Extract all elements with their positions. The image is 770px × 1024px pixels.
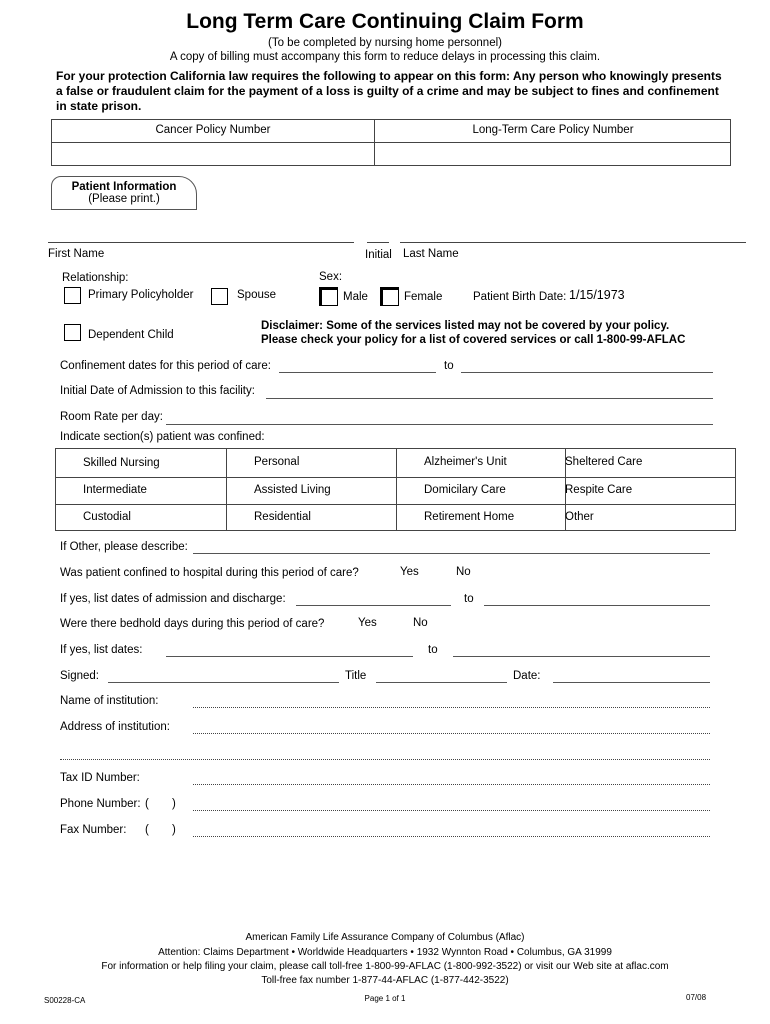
footer-address: Attention: Claims Department • Worldwide Headquarters • 1932 Wynnton Road • Columbus, GA 31999: [158, 947, 612, 958]
admission-date-label: Initial Date of Admission to this facility:: [60, 385, 255, 397]
patient-info-note: (Please print.): [88, 193, 160, 205]
date-label: Date:: [513, 670, 541, 682]
disclaimer-line-2: Please check your policy for a list of covered services or call 1-800-99-AFLAC: [261, 334, 686, 346]
warning-line-3: in state prison.: [56, 99, 142, 113]
fax-paren-open: (: [145, 824, 149, 836]
male-checkbox[interactable]: [319, 287, 338, 306]
first-name-label: First Name: [48, 248, 105, 260]
care-option-domiciliary-care[interactable]: Domicilary Care: [424, 484, 506, 496]
institution-address-field[interactable]: [193, 733, 710, 734]
form-code: S00228-CA: [44, 996, 86, 1005]
care-option-assisted-living[interactable]: Assisted Living: [254, 484, 331, 496]
warning-line-1: For your protection California law requires the following to appear on this form: Any person who knowingly presents: [56, 69, 722, 83]
initial-field[interactable]: [367, 242, 389, 243]
subtitle-billing: A copy of billing must accompany this form to reduce delays in processing this claim.: [169, 51, 601, 63]
warning-line-2: a false or fraudulent claim for the payment of a loss is guilty of a crime and may be subject to fines and confinement: [56, 84, 719, 98]
relationship-label: Relationship:: [62, 272, 129, 284]
other-describe-label: If Other, please describe:: [60, 541, 188, 553]
dependent-child-label: Dependent Child: [88, 329, 174, 341]
sections-label: Indicate section(s) patient was confined:: [60, 431, 265, 443]
tax-id-label: Tax ID Number:: [60, 772, 140, 784]
footer-help: For information or help filing your claim, please call toll-free 1-800-99-AFLAC (1-800-992-3522) or visit our Web site at aflac.com: [101, 961, 669, 972]
ltc-policy-label: Long-Term Care Policy Number: [472, 124, 634, 136]
phone-paren-close: ): [172, 798, 176, 810]
care-option-alzheimers-unit[interactable]: Alzheimer's Unit: [424, 456, 507, 468]
confinement-start-field[interactable]: [279, 372, 436, 373]
care-option-sheltered-care[interactable]: Sheltered Care: [565, 456, 643, 468]
patient-info-heading: Patient Information: [71, 181, 177, 193]
disclaimer-line-1: Disclaimer: Some of the services listed may not be covered by your policy.: [261, 320, 670, 332]
bedhold-to-label: to: [428, 644, 438, 656]
fax-field[interactable]: [193, 836, 710, 837]
female-checkbox[interactable]: [380, 287, 399, 306]
bedhold-end-field[interactable]: [453, 656, 710, 657]
confinement-end-field[interactable]: [461, 372, 713, 373]
bedhold-no-option[interactable]: No: [413, 617, 428, 629]
patient-info-tab: [51, 176, 197, 210]
hospital-to-label: to: [464, 593, 474, 605]
date-field[interactable]: [553, 682, 710, 683]
bedhold-dates-label: If yes, list dates:: [60, 644, 143, 656]
phone-field[interactable]: [193, 810, 710, 811]
male-label: Male: [343, 291, 368, 303]
signature-field[interactable]: [108, 682, 339, 683]
care-option-custodial[interactable]: Custodial: [83, 511, 131, 523]
last-name-field[interactable]: [400, 242, 746, 243]
care-option-personal[interactable]: Personal: [254, 456, 300, 468]
other-describe-field[interactable]: [193, 553, 710, 554]
hospital-no-option[interactable]: No: [456, 566, 471, 578]
spouse-checkbox[interactable]: [211, 288, 228, 305]
fax-label: Fax Number:: [60, 824, 127, 836]
care-option-residential[interactable]: Residential: [254, 511, 311, 523]
title-label: Title: [345, 670, 367, 682]
fax-paren-close: ): [172, 824, 176, 836]
bedhold-yes-option[interactable]: Yes: [358, 617, 377, 629]
footer-company: American Family Life Assurance Company of Columbus (Aflac): [245, 932, 525, 943]
room-rate-field[interactable]: [166, 424, 713, 425]
care-option-other[interactable]: Other: [565, 511, 594, 523]
care-option-retirement-home[interactable]: Retirement Home: [424, 511, 515, 523]
tax-id-field[interactable]: [193, 784, 710, 785]
care-sections-table: [55, 448, 736, 531]
room-rate-label: Room Rate per day:: [60, 411, 163, 423]
primary-policyholder-checkbox[interactable]: [64, 287, 81, 304]
footer-fax: Toll-free fax number 1-877-44-AFLAC (1-877-442-3522): [261, 975, 509, 986]
birth-date-label: Patient Birth Date:: [473, 291, 567, 303]
cancer-policy-field[interactable]: [56, 147, 370, 163]
female-label: Female: [404, 291, 443, 303]
signed-label: Signed:: [60, 670, 100, 682]
phone-label: Phone Number:: [60, 798, 141, 810]
sex-label: Sex:: [319, 271, 343, 283]
primary-policyholder-label: Primary Policyholder: [88, 289, 194, 301]
form-date-code: 07/08: [686, 993, 707, 1002]
form-title: Long Term Care Continuing Claim Form: [186, 10, 584, 33]
last-name-label: Last Name: [403, 248, 459, 260]
confinement-to-label: to: [444, 360, 454, 372]
hospital-discharge-field[interactable]: [484, 605, 710, 606]
hospital-admission-field[interactable]: [296, 605, 451, 606]
subtitle-personnel: (To be completed by nursing home personnel): [268, 37, 502, 49]
dependent-child-checkbox[interactable]: [64, 324, 81, 341]
hospital-yes-option[interactable]: Yes: [400, 566, 419, 578]
care-option-respite-care[interactable]: Respite Care: [565, 484, 633, 496]
hospital-dates-label: If yes, list dates of admission and discharge:: [60, 593, 286, 605]
institution-address-field-2[interactable]: [60, 759, 710, 760]
admission-date-field[interactable]: [266, 398, 713, 399]
phone-paren-open: (: [145, 798, 149, 810]
institution-address-label: Address of institution:: [60, 721, 170, 733]
institution-name-field[interactable]: [193, 707, 710, 708]
initial-label: Initial: [365, 249, 392, 261]
policy-table: [51, 119, 731, 166]
bedhold-start-field[interactable]: [166, 656, 413, 657]
ltc-policy-field[interactable]: [379, 147, 727, 163]
care-option-skilled-nursing[interactable]: Skilled Nursing: [83, 457, 160, 469]
page-number: Page 1 of 1: [364, 994, 406, 1003]
spouse-label: Spouse: [237, 289, 277, 301]
birth-date-value[interactable]: 1/15/1973: [569, 288, 625, 302]
hospital-question: Was patient confined to hospital during this period of care?: [60, 567, 359, 579]
care-option-intermediate[interactable]: Intermediate: [83, 484, 147, 496]
bedhold-question: Were there bedhold days during this period of care?: [60, 618, 325, 630]
institution-name-label: Name of institution:: [60, 695, 159, 707]
title-field[interactable]: [376, 682, 507, 683]
first-name-field[interactable]: [48, 242, 354, 243]
cancer-policy-label: Cancer Policy Number: [155, 124, 271, 136]
confinement-dates-label: Confinement dates for this period of care:: [60, 360, 271, 372]
